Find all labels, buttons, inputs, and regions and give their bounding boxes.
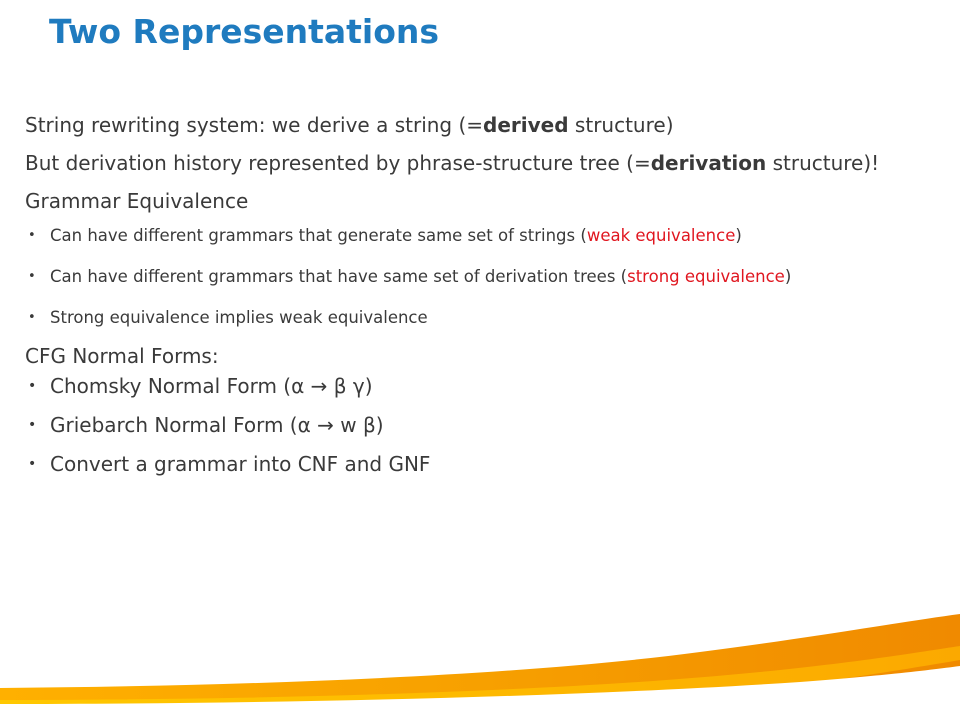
derived-keyword: derived (483, 113, 569, 137)
list-item: • Convert a grammar into CNF and GNF (25, 452, 925, 476)
decorative-swoosh (0, 600, 960, 720)
list-item: • Can have different grammars that generate same set of strings (weak equivalence) (25, 225, 925, 246)
slide-title: Two Representations (49, 12, 440, 51)
normal-forms-list (25, 374, 925, 476)
derived-structure-line: String rewriting system: we derive a string (=derived structure) (25, 113, 674, 137)
strong-equivalence-term: strong equivalence (627, 267, 785, 286)
list-item: • Griebarch Normal Form (α → w β) (25, 413, 925, 437)
list-item: • Can have different grammars that have same set of derivation trees (strong equivalence) (25, 266, 925, 287)
cfg-normal-forms-heading: CFG Normal Forms: (25, 344, 219, 368)
equivalence-list (25, 225, 925, 328)
derivation-structure-line: But derivation history represented by phrase-structure tree (=derivation structure)! (25, 151, 880, 175)
derivation-keyword: derivation (650, 151, 767, 175)
list-item: • Chomsky Normal Form (α → β γ) (25, 374, 925, 398)
grammar-equivalence-heading: Grammar Equivalence (25, 189, 249, 213)
slide-body (25, 113, 925, 491)
list-item: • Strong equivalence implies weak equivalence (25, 307, 925, 328)
weak-equivalence-term: weak equivalence (586, 226, 736, 245)
